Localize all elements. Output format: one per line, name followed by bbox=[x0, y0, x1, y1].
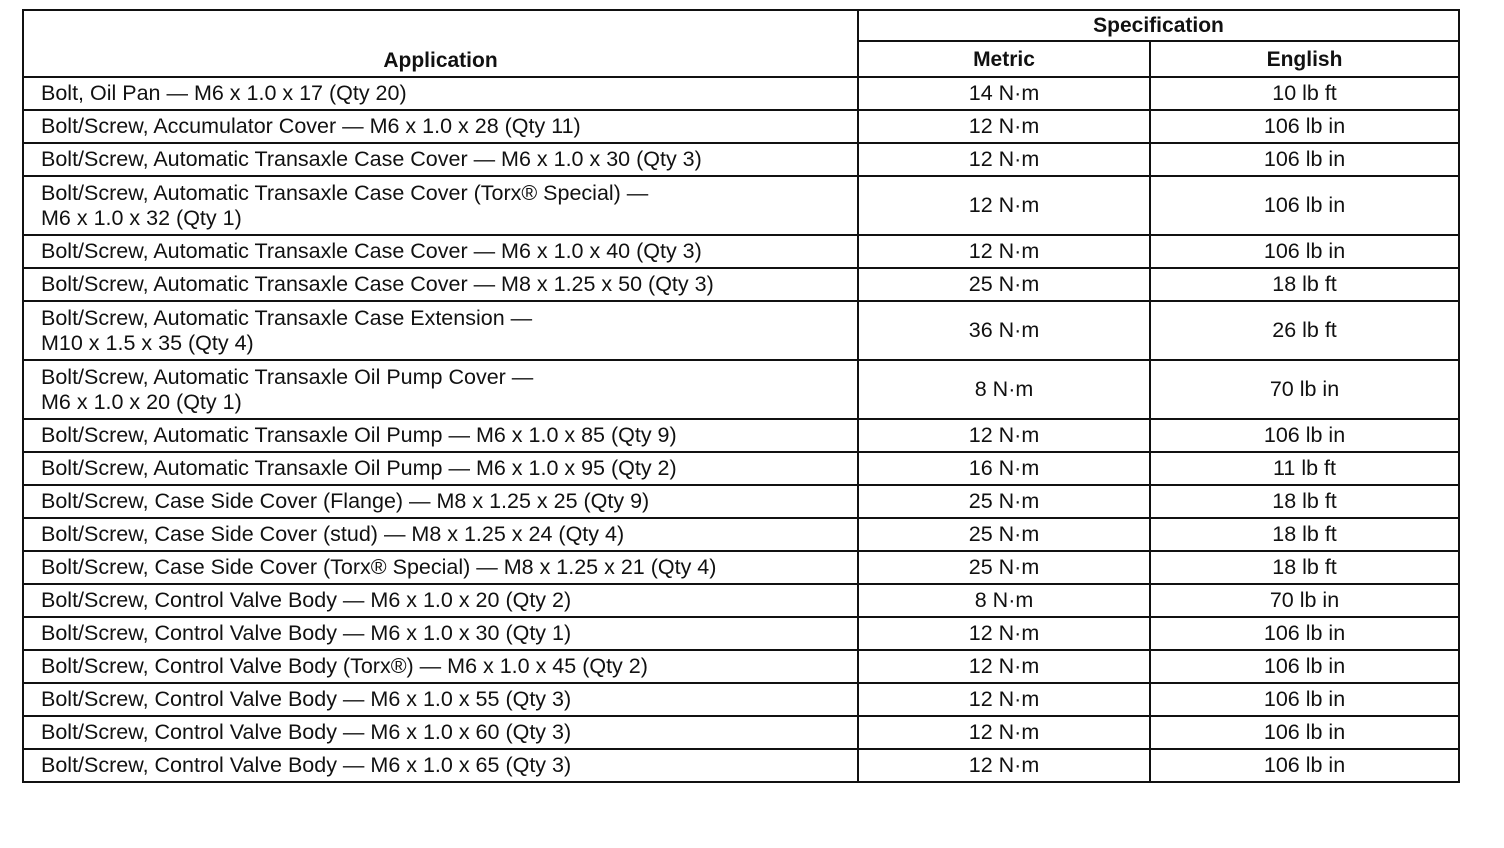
table-row bbox=[23, 518, 1459, 551]
application-cell bbox=[23, 360, 858, 419]
table-row bbox=[23, 551, 1459, 584]
metric-cell: 25 N·m bbox=[858, 485, 1150, 518]
table-row bbox=[23, 235, 1459, 268]
application-cell: Bolt/Screw, Control Valve Body — M6 x 1.0 x 20 (Qty 2) bbox=[23, 584, 858, 617]
english-cell: 11 lb ft bbox=[1150, 452, 1459, 485]
english-cell: 70 lb in bbox=[1150, 584, 1459, 617]
application-cell: Bolt/Screw, Automatic Transaxle Case Cover — M6 x 1.0 x 40 (Qty 3) bbox=[23, 235, 858, 268]
english-cell: 26 lb ft bbox=[1150, 301, 1459, 360]
english-cell: 106 lb in bbox=[1150, 617, 1459, 650]
table-header bbox=[23, 10, 1459, 77]
application-cell: Bolt/Screw, Automatic Transaxle Case Cover — M8 x 1.25 x 50 (Qty 3) bbox=[23, 268, 858, 301]
english-cell: 106 lb in bbox=[1150, 650, 1459, 683]
table-row bbox=[23, 452, 1459, 485]
application-cell: Bolt/Screw, Control Valve Body — M6 x 1.0 x 55 (Qty 3) bbox=[23, 683, 858, 716]
english-cell: 106 lb in bbox=[1150, 683, 1459, 716]
torque-spec-table bbox=[22, 9, 1460, 783]
metric-cell: 12 N·m bbox=[858, 716, 1150, 749]
metric-cell: 16 N·m bbox=[858, 452, 1150, 485]
table-row bbox=[23, 301, 1459, 360]
metric-cell: 12 N·m bbox=[858, 176, 1150, 235]
table-row bbox=[23, 749, 1459, 782]
application-line-1: Bolt/Screw, Automatic Transaxle Case Extension — bbox=[41, 305, 533, 330]
application-cell: Bolt/Screw, Automatic Transaxle Oil Pump — M6 x 1.0 x 95 (Qty 2) bbox=[23, 452, 858, 485]
application-cell: Bolt/Screw, Control Valve Body — M6 x 1.0 x 30 (Qty 1) bbox=[23, 617, 858, 650]
english-cell: 18 lb ft bbox=[1150, 518, 1459, 551]
application-header: Application bbox=[23, 10, 858, 77]
application-cell: Bolt/Screw, Accumulator Cover — M6 x 1.0 x 28 (Qty 11) bbox=[23, 110, 858, 143]
application-cell: Bolt/Screw, Case Side Cover (Torx® Special) — M8 x 1.25 x 21 (Qty 4) bbox=[23, 551, 858, 584]
metric-cell: 12 N·m bbox=[858, 749, 1150, 782]
english-cell: 106 lb in bbox=[1150, 176, 1459, 235]
application-cell: Bolt/Screw, Control Valve Body — M6 x 1.0 x 65 (Qty 3) bbox=[23, 749, 858, 782]
english-cell: 18 lb ft bbox=[1150, 485, 1459, 518]
english-cell: 106 lb in bbox=[1150, 419, 1459, 452]
application-cell: Bolt, Oil Pan — M6 x 1.0 x 17 (Qty 20) bbox=[23, 77, 858, 110]
metric-cell: 25 N·m bbox=[858, 268, 1150, 301]
application-line-1: Bolt/Screw, Automatic Transaxle Case Cover (Torx® Special) — bbox=[41, 180, 649, 205]
table-row bbox=[23, 683, 1459, 716]
table-row bbox=[23, 617, 1459, 650]
metric-cell: 25 N·m bbox=[858, 518, 1150, 551]
table-row bbox=[23, 360, 1459, 419]
metric-cell: 8 N·m bbox=[858, 584, 1150, 617]
application-line-2: M10 x 1.5 x 35 (Qty 4) bbox=[41, 330, 254, 355]
table-row bbox=[23, 176, 1459, 235]
english-cell: 106 lb in bbox=[1150, 143, 1459, 176]
metric-cell: 12 N·m bbox=[858, 419, 1150, 452]
english-header: English bbox=[1150, 41, 1459, 77]
table-row bbox=[23, 419, 1459, 452]
table-row bbox=[23, 650, 1459, 683]
application-line-1: Bolt/Screw, Automatic Transaxle Oil Pump Cover — bbox=[41, 364, 534, 389]
application-cell: Bolt/Screw, Control Valve Body — M6 x 1.0 x 60 (Qty 3) bbox=[23, 716, 858, 749]
metric-cell: 12 N·m bbox=[858, 235, 1150, 268]
metric-cell: 8 N·m bbox=[858, 360, 1150, 419]
metric-cell: 12 N·m bbox=[858, 683, 1150, 716]
english-cell: 18 lb ft bbox=[1150, 268, 1459, 301]
table-row bbox=[23, 268, 1459, 301]
application-cell: Bolt/Screw, Case Side Cover (stud) — M8 x 1.25 x 24 (Qty 4) bbox=[23, 518, 858, 551]
application-cell: Bolt/Screw, Automatic Transaxle Case Cover — M6 x 1.0 x 30 (Qty 3) bbox=[23, 143, 858, 176]
application-cell: Bolt/Screw, Case Side Cover (Flange) — M8 x 1.25 x 25 (Qty 9) bbox=[23, 485, 858, 518]
metric-cell: 36 N·m bbox=[858, 301, 1150, 360]
table-row bbox=[23, 77, 1459, 110]
specification-header: Specification bbox=[858, 10, 1459, 41]
english-cell: 106 lb in bbox=[1150, 110, 1459, 143]
english-cell: 10 lb ft bbox=[1150, 77, 1459, 110]
metric-header: Metric bbox=[858, 41, 1150, 77]
application-cell bbox=[23, 176, 858, 235]
application-cell: Bolt/Screw, Automatic Transaxle Oil Pump — M6 x 1.0 x 85 (Qty 9) bbox=[23, 419, 858, 452]
metric-cell: 25 N·m bbox=[858, 551, 1150, 584]
table-row bbox=[23, 716, 1459, 749]
application-line-2: M6 x 1.0 x 32 (Qty 1) bbox=[41, 205, 242, 230]
application-cell bbox=[23, 301, 858, 360]
table-body bbox=[23, 77, 1459, 782]
metric-cell: 12 N·m bbox=[858, 143, 1150, 176]
english-cell: 18 lb ft bbox=[1150, 551, 1459, 584]
english-cell: 106 lb in bbox=[1150, 716, 1459, 749]
english-cell: 70 lb in bbox=[1150, 360, 1459, 419]
metric-cell: 12 N·m bbox=[858, 650, 1150, 683]
metric-cell: 12 N·m bbox=[858, 110, 1150, 143]
application-line-2: M6 x 1.0 x 20 (Qty 1) bbox=[41, 389, 242, 414]
table-row bbox=[23, 485, 1459, 518]
metric-cell: 12 N·m bbox=[858, 617, 1150, 650]
table-row bbox=[23, 110, 1459, 143]
table-row bbox=[23, 143, 1459, 176]
metric-cell: 14 N·m bbox=[858, 77, 1150, 110]
english-cell: 106 lb in bbox=[1150, 749, 1459, 782]
application-cell: Bolt/Screw, Control Valve Body (Torx®) — M6 x 1.0 x 45 (Qty 2) bbox=[23, 650, 858, 683]
english-cell: 106 lb in bbox=[1150, 235, 1459, 268]
table-row bbox=[23, 584, 1459, 617]
